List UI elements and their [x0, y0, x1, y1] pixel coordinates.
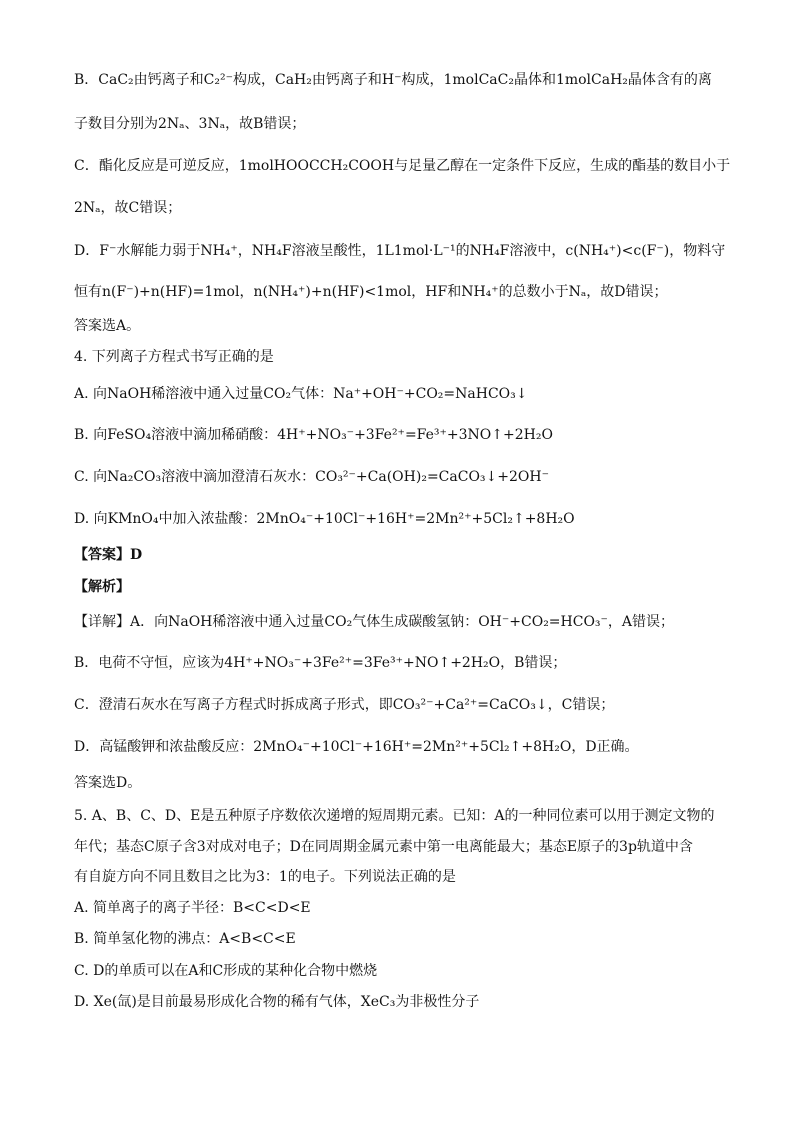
q4-option-c: C. 向Na₂CO₃溶液中滴加澄清石灰水：CO₃²⁻+Ca(OH)₂=CaCO₃↓+2OH⁻: [74, 469, 549, 485]
q3-answer: 答案选A。: [74, 318, 141, 334]
q3-explanation-b-line2: 子数目分别为2Nₐ、3Nₐ，故B错误；: [74, 116, 306, 132]
q4-option-b: B. 向FeSO₄溶液中滴加稀硝酸：4H⁺+NO₃⁻+3Fe²⁺=Fe³⁺+3NO↑+2H₂O: [74, 427, 553, 443]
q5-option-b: B. 简单氢化物的沸点：A<B<C<E: [74, 931, 296, 947]
q4-detail-c: C．澄清石灰水在写离子方程式时拆成离子形式，即CO₃²⁻+Ca²⁺=CaCO₃↓，C错误；: [74, 697, 615, 713]
q3-explanation-c-line2: 2Nₐ，故C错误；: [74, 200, 182, 216]
q5-stem-line3: 有自旋方向不同且数目之比为3：1的电子。下列说法正确的是: [74, 869, 456, 885]
q4-option-a: A. 向NaOH稀溶液中通入过量CO₂气体：Na⁺+OH⁻+CO₂=NaHCO₃↓: [74, 386, 528, 402]
q4-option-d: D. 向KMnO₄中加入浓盐酸：2MnO₄⁻+10Cl⁻+16H⁺=2Mn²⁺+5Cl₂↑+8H₂O: [74, 511, 575, 527]
q5-option-d: D. Xe(氙)是目前最易形成化合物的稀有气体，XeC₃为非极性分子: [74, 994, 480, 1010]
q5-stem-line2: 年代；基态C原子含3对成对电子；D在同周期金属元素中第一电离能最大；基态E原子的3p轨道中含: [74, 839, 693, 855]
q4-answer-label: 【答案】D: [74, 547, 143, 563]
q3-explanation-d-line1: D．F⁻水解能力弱于NH₄⁺，NH₄F溶液呈酸性，1L1mol·L⁻¹的NH₄F溶液中，c(NH₄⁺)<c(F⁻)，物料守: [74, 243, 726, 259]
q3-explanation-c-line1: C．酯化反应是可逆反应，1molHOOCCH₂COOH与足量乙醇在一定条件下反应，生成的酯基的数目小于: [74, 158, 731, 174]
q4-detail-b: B．电荷不守恒，应该为4H⁺+NO₃⁻+3Fe²⁺=3Fe³⁺+NO↑+2H₂O，B错误；: [74, 655, 567, 671]
q4-stem: 4. 下列离子方程式书写正确的是: [74, 349, 274, 365]
q3-explanation-d-line2: 恒有n(F⁻)+n(HF)=1mol，n(NH₄⁺)+n(HF)<1mol，HF和NH₄⁺的总数小于Nₐ，故D错误；: [74, 284, 668, 300]
q4-detail-d: D．高锰酸钾和浓盐酸反应：2MnO₄⁻+10Cl⁻+16H⁺=2Mn²⁺+5Cl₂↑+8H₂O，D正确。: [74, 739, 639, 755]
q4-analysis-label: 【解析】: [74, 579, 130, 595]
q5-option-c: C. D的单质可以在A和C形成的某种化合物中燃烧: [74, 963, 378, 979]
q4-detail-a: 【详解】A．向NaOH稀溶液中通入过量CO₂气体生成碳酸氢钠：OH⁻+CO₂=HCO₃⁻，A错误；: [74, 614, 675, 630]
q5-stem-line1: 5. A、B、C、D、E是五种原子序数依次递增的短周期元素。已知：A的一种同位素可以用于测定文物的: [74, 808, 715, 824]
q5-option-a: A. 简单离子的离子半径：B<C<D<E: [74, 900, 311, 916]
q4-answer-text: 答案选D。: [74, 775, 142, 791]
q3-explanation-b-line1: B．CaC₂由钙离子和C₂²⁻构成，CaH₂由钙离子和H⁻构成，1molCaC₂晶体和1molCaH₂晶体含有的离: [74, 72, 712, 88]
